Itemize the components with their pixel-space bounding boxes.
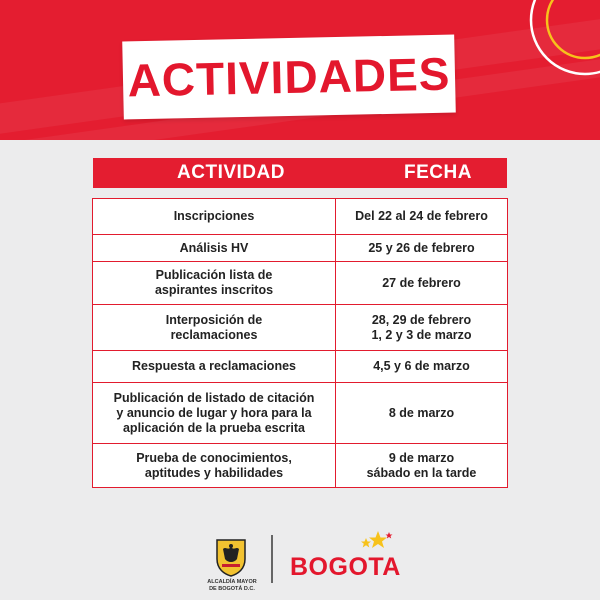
activity-cell: Interposición de reclamaciones	[93, 305, 336, 350]
table-header	[93, 158, 507, 188]
date-cell: 27 de febrero	[382, 275, 461, 290]
decorative-rings-icon	[490, 0, 600, 110]
activity-cell: Análisis HV	[93, 235, 336, 261]
date-cell: 8 de marzo	[388, 405, 455, 420]
alcaldia-label	[198, 579, 266, 592]
footer-logos	[0, 525, 600, 600]
table-row	[93, 382, 507, 443]
alcaldia-line-1: ALCALDÍA MAYOR	[207, 579, 257, 585]
activity-cell: Prueba de conocimientos, aptitudes y habilidades	[93, 444, 336, 487]
date-cell: 25 y 26 de febrero	[368, 240, 475, 255]
table-row	[93, 350, 507, 382]
column-header-activity: ACTIVIDAD	[177, 162, 285, 183]
table-row	[93, 304, 507, 350]
activity-cell: Inscripciones	[93, 199, 336, 234]
table-row	[93, 234, 507, 261]
table-row	[93, 261, 507, 304]
page-title: ACTIVIDADES	[127, 47, 451, 107]
logo-divider	[271, 535, 273, 583]
activity-cell: Publicación lista de aspirantes inscritos	[93, 262, 336, 304]
activities-table	[92, 198, 508, 488]
activity-cell: Respuesta a reclamaciones	[93, 351, 336, 382]
alcaldia-line-2: DE BOGOTÁ D.C.	[209, 585, 255, 592]
table-row	[93, 199, 507, 234]
bogota-logo: BOGOTA	[290, 553, 401, 581]
stars-icon	[356, 529, 396, 555]
table-row	[93, 443, 507, 487]
activity-cell: Publicación de listado de citación y anuncio de lugar y hora para la aplicación de la prueba escrita	[93, 383, 336, 443]
coat-of-arms-icon	[214, 537, 248, 577]
date-cell: 9 de marzo sábado en la tarde	[366, 450, 477, 480]
column-header-date: FECHA	[404, 162, 472, 183]
date-cell: 28, 29 de febrero 1, 2 y 3 de marzo	[371, 312, 472, 342]
date-cell: Del 22 al 24 de febrero	[355, 209, 488, 223]
date-cell: 4,5 y 6 de marzo	[373, 359, 470, 373]
